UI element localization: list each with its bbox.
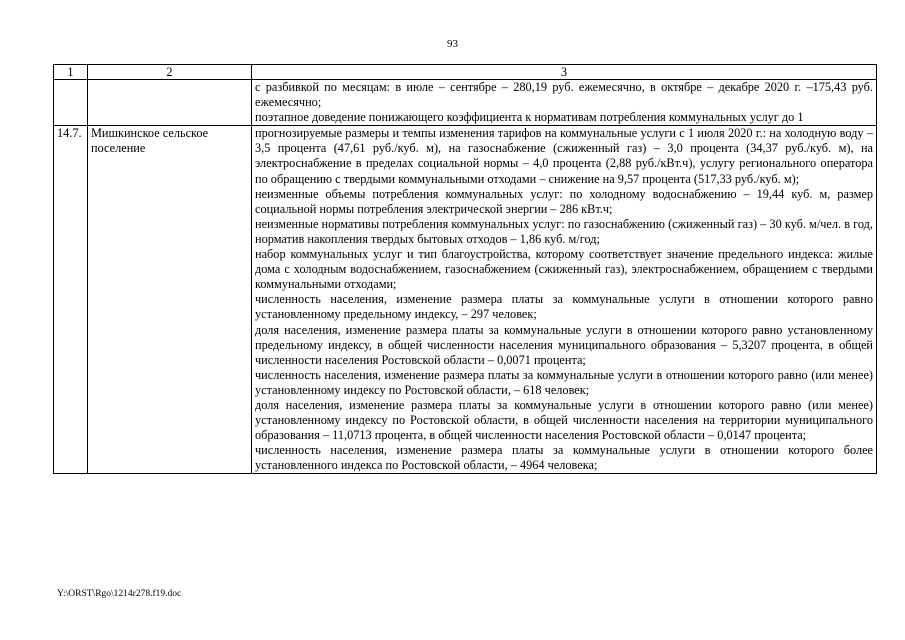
row-content-cell: [252, 126, 877, 474]
paragraph: набор коммунальных услуг и тип благоустройства, которому соответствует значение предельного индекса: жилые дома с холодным водоснабжением, газоснабжением (сжиженный газ), электроснабжением, обращением с твердыми коммунальными отходами;: [255, 247, 873, 292]
header-cell-1: 1: [54, 65, 88, 80]
table-row: [54, 80, 877, 126]
table-header-row: [54, 65, 877, 80]
header-cell-2: 2: [88, 65, 252, 80]
row-number-cell: [54, 80, 88, 126]
row-name-cell: Мишкинское сельское поселение: [88, 126, 252, 474]
footer-file-path: Y:\ORST\Rgo\1214r278.f19.doc: [57, 589, 182, 599]
paragraph: неизменные объемы потребления коммунальных услуг: по холодному водоснабжению – 19,44 куб. м, размер социальной нормы потребления электрической энергии – 286 кВт.ч;: [255, 186, 873, 216]
paragraph: численность населения, изменение размера платы за коммунальные услуги в отношении которого более установленного индекса по Ростовской области, – 4964 человека;: [255, 443, 873, 473]
row-number-cell: 14.7.: [54, 126, 88, 474]
row-name-cell: [88, 80, 252, 126]
page-number: 93: [447, 38, 458, 50]
paragraph: поэтапное доведение понижающего коэффициента к нормативам потребления коммунальных услуг до 1: [255, 110, 804, 125]
row-content-cell: [252, 80, 877, 126]
content-table: [53, 64, 877, 474]
paragraph: прогнозируемые размеры и темпы изменения тарифов на коммунальные услуги с 1 июля 2020 г.: на холодную воду – 3,5 процента (47,61 руб./куб. м), на газоснабжение (сжиженный газ) – 3,0 процента (34,37 руб./куб. м), на электроснабжение в пределах социальной нормы – 4,0 процента (2,88 руб./кВт.ч), услугу регионального оператора по обращению с твердыми коммунальными отходами – снижение на 9,57 процента (517,33 руб./куб. м);: [255, 126, 873, 186]
paragraph: с разбивкой по месяцам: в июле – сентябре – 280,19 руб. ежемесячно, в октябре – декабре 2020 г. –175,43 руб. ежемесячно;: [255, 80, 873, 110]
table-row: [54, 126, 877, 474]
header-cell-3: 3: [252, 65, 877, 80]
paragraph: численность населения, изменение размера платы за коммунальные услуги в отношении которого равно установленному предельному индексу, – 297 человек;: [255, 292, 873, 322]
paragraph: доля населения, изменение размера платы за коммунальные услуги в отношении которого равно (или менее) установленному индексу по Ростовской области, в общей численности населения на территории муниципального образования – 11,0713 процента, в общей численности населения Ростовской области – 0,0147 процента;: [255, 397, 873, 443]
paragraph: доля населения, изменение размера платы за коммунальные услуги в отношении которого равно установленному предельному индексу, в общей численности населения муниципального образования – 5,3207 процента, в общей численности населения Ростовской области – 0,0071 процента;: [255, 322, 873, 367]
paragraph: неизменные нормативы потребления коммунальных услуг: по газоснабжению (сжиженный газ) – 30 куб. м/чел. в год, норматив накопления твердых бытовых отходов – 1,86 куб. м/год;: [255, 216, 873, 246]
paragraph: численность населения, изменение размера платы за коммунальные услуги в отношении которого равно (или менее) установленному индексу по Ростовской области, – 618 человек;: [255, 367, 873, 397]
